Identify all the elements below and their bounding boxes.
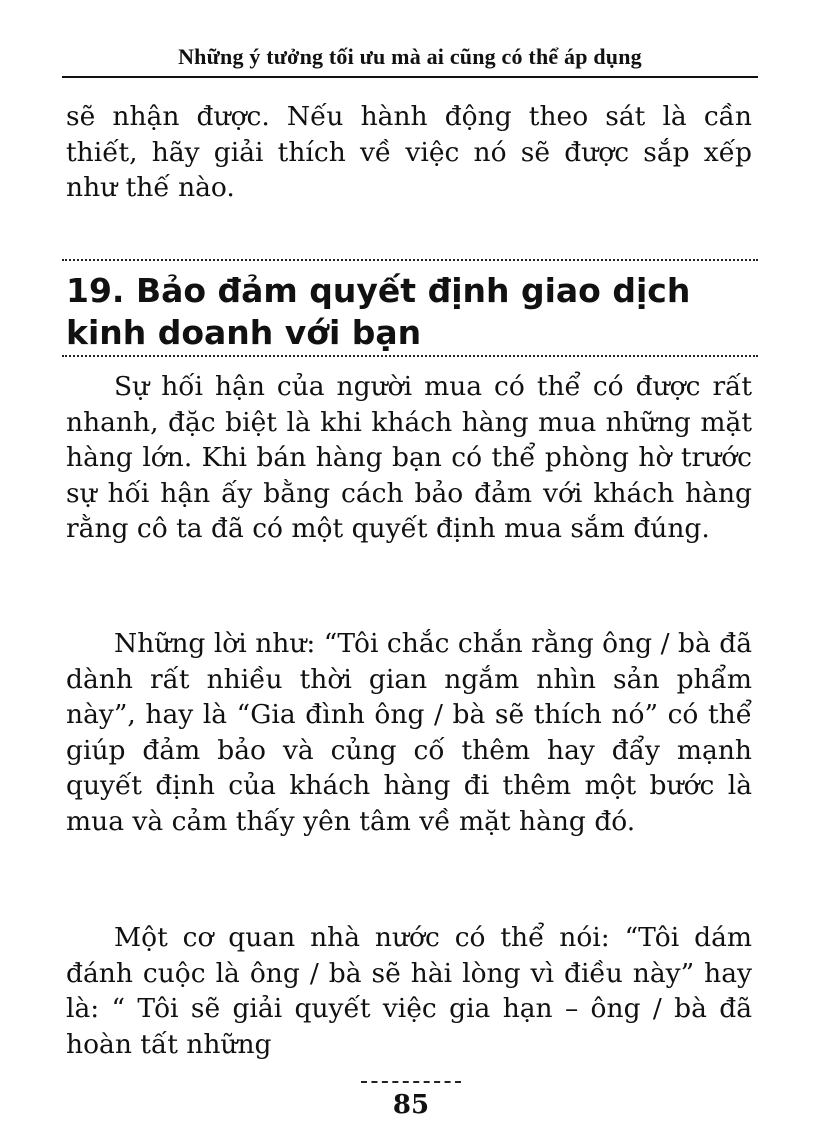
section-title: 19. Bảo đảm quyết định giao dịch kinh doanh với bạn bbox=[66, 271, 691, 352]
header-rule bbox=[62, 76, 758, 78]
folio-rule bbox=[361, 1081, 461, 1083]
running-header: Những ý tưởng tối ưu mà ai cũng có thể áp dụng bbox=[178, 44, 642, 69]
page-number: 85 bbox=[392, 1090, 430, 1120]
section-rule-top bbox=[62, 259, 758, 261]
section-rule-bottom bbox=[62, 355, 758, 357]
paragraph-1: Sự hối hận của người mua có thể có được rất nhanh, đặc biệt là khi khách hàng mua những mặt hàng lớn. Khi bán hàng bạn có thể phòng hờ trước sự hối hận ấy bằng cách bảo đảm với khách hàng rằng cô ta đã có một quyết định mua sắm đúng. bbox=[66, 371, 752, 544]
paragraph-2: Những lời như: “Tôi chắc chắn rằng ông / bà đã dành rất nhiều thời gian ngắm nhìn sản phẩm này”, hay là “Gia đình ông / bà sẽ thích nó” có thể giúp đảm bảo và củng cố thêm hay đẩy mạnh quyết định của khách hàng đi thêm một bước là mua và cảm thấy yên tâm về mặt hàng đó. bbox=[66, 628, 752, 837]
paragraph-3: Một cơ quan nhà nước có thể nói: “Tôi dám đánh cuộc là ông / bà sẽ hài lòng vì điều này” hay là: “ Tôi sẽ giải quyết việc gia hạn – ông / bà đã hoàn tất những bbox=[66, 922, 752, 1060]
continuation-paragraph: sẽ nhận được. Nếu hành động theo sát là cần thiết, hãy giải thích về việc nó sẽ được sắp xếp như thế nào. bbox=[66, 101, 752, 203]
